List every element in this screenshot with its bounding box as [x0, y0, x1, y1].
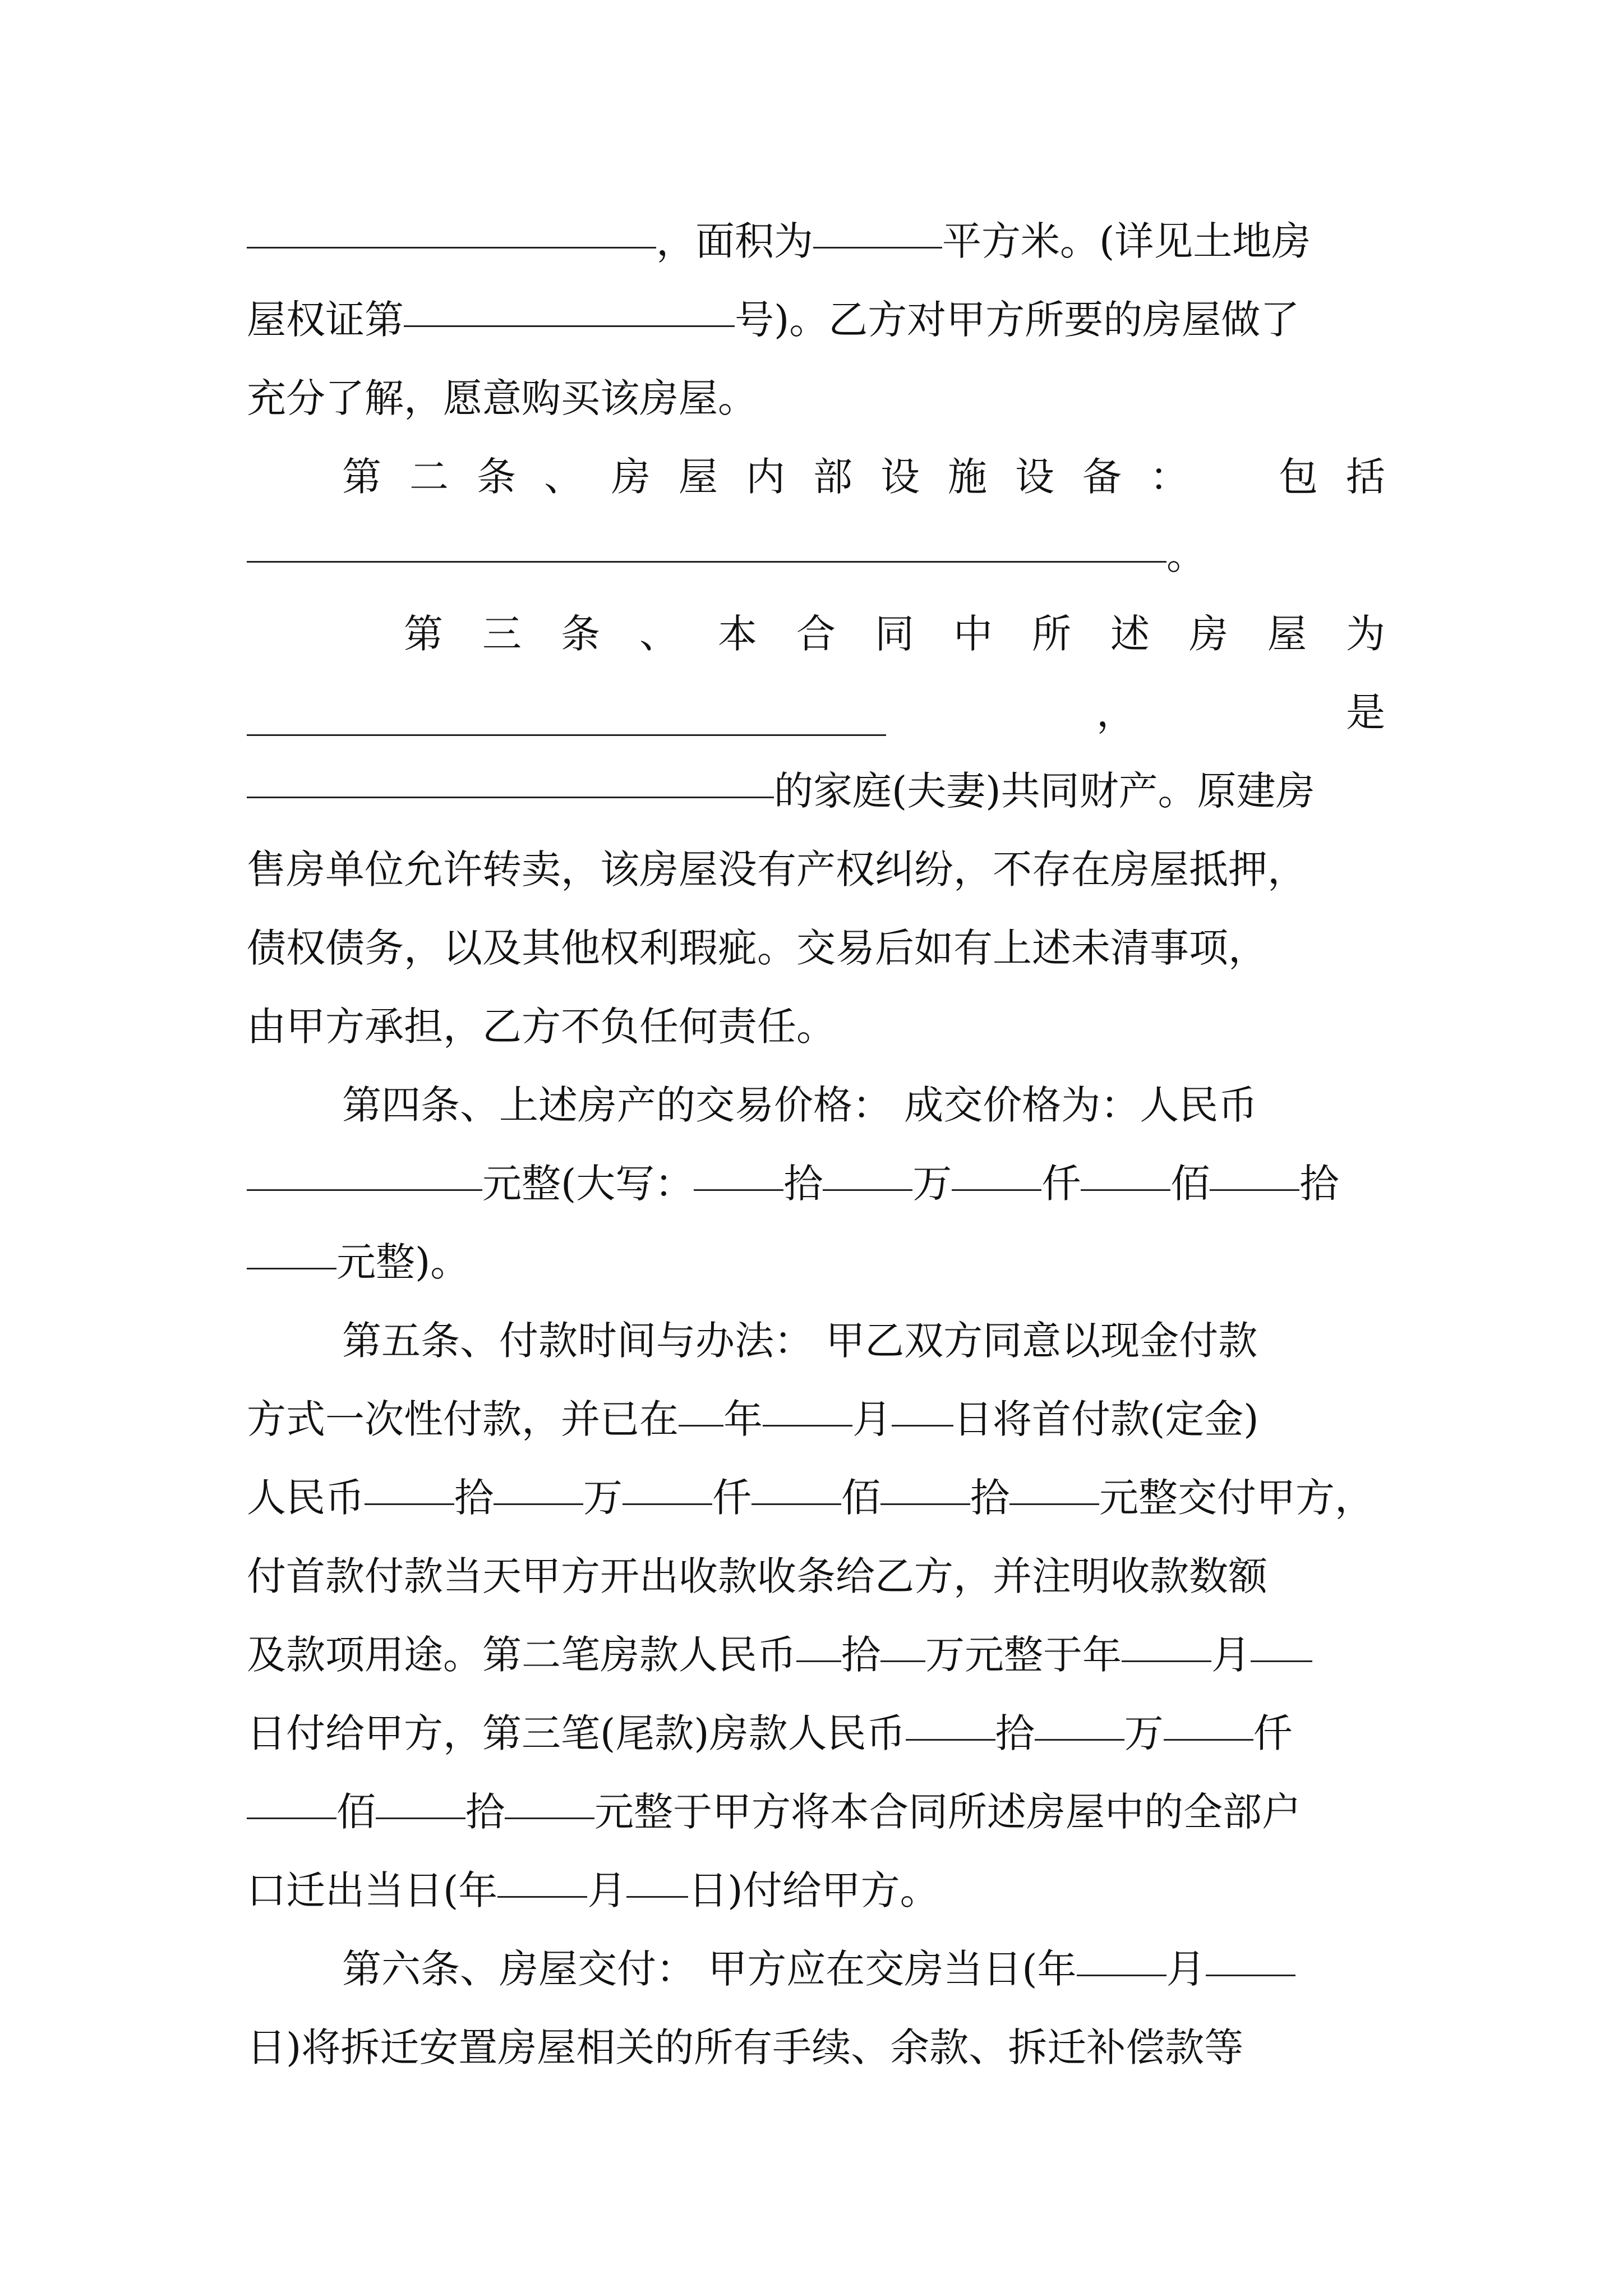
char: 设: [880, 454, 920, 500]
fill-blank[interactable]: [376, 1773, 465, 1819]
text-run: 拾: [970, 1475, 1009, 1521]
text-run: 月: [1166, 1946, 1206, 1992]
paragraph-line: [247, 1694, 1385, 1773]
text-run: 债权债务，以及其他权利瑕疵。交易后如有上述未清事项，: [247, 925, 1267, 971]
text-run: 拾: [841, 1632, 880, 1678]
char: 合: [796, 611, 836, 657]
text-run: 日将首付款(定金): [953, 1396, 1259, 1442]
text-run: 日付给甲方，第三笔(尾款)房款人民币: [247, 1710, 906, 1756]
paragraph-line: [247, 359, 1385, 438]
paragraph-line: [247, 752, 1385, 830]
text-run: 年: [723, 1396, 763, 1442]
fill-blank[interactable]: [1122, 1616, 1211, 1662]
text-run: 万: [1124, 1710, 1164, 1756]
char: 房: [1189, 611, 1228, 657]
char: ，: [1096, 689, 1136, 735]
text-run: 的家庭(夫妻)共同财产。原建房: [774, 768, 1315, 814]
text-run: 第五条、付款时间与办法： 甲乙双方同意以现金付款: [342, 1318, 1258, 1364]
paragraph-line: [247, 280, 1385, 359]
char: 是: [1346, 689, 1385, 735]
fill-blank[interactable]: [1210, 1144, 1299, 1191]
fill-blank[interactable]: [247, 516, 1166, 563]
text-run: 仟: [1253, 1710, 1293, 1756]
text-run: 售房单位允许转卖，该房屋没有产权纠纷，不存在房屋抵押，: [247, 846, 1307, 892]
char: 中: [953, 611, 993, 657]
fill-blank[interactable]: [365, 1458, 454, 1505]
text-run: 拾: [454, 1475, 494, 1521]
fill-blank[interactable]: [813, 202, 942, 249]
paragraph-line: [247, 2008, 1385, 2087]
char: ：: [1150, 454, 1189, 500]
text-run: 。: [1166, 532, 1206, 578]
text-run: 月: [852, 1396, 892, 1442]
fill-blank[interactable]: [906, 1694, 995, 1741]
text-run: 元整(大写：: [482, 1161, 694, 1207]
fill-blank[interactable]: [880, 1616, 925, 1662]
char: 条: [561, 611, 600, 657]
text-run: 付首款付款当天甲方开出收款收条给乙方，并注明收款数额: [247, 1553, 1267, 1599]
fill-blank[interactable]: [880, 1458, 970, 1505]
article-5-line: [342, 1301, 1385, 1380]
paragraph-line: [247, 202, 1385, 280]
text-run: 月: [1211, 1632, 1251, 1678]
fill-blank[interactable]: [247, 752, 774, 798]
article-6-line: [342, 1930, 1385, 2008]
char: 本: [718, 611, 757, 657]
text-run: 日)付给甲方。: [688, 1867, 939, 1913]
text-run: 平方米。(详见土地房: [942, 218, 1311, 264]
char: 二: [409, 454, 449, 500]
text-run: 元整)。: [336, 1239, 470, 1285]
text-run: 日)将拆迁安置房屋相关的所有手续、余款、拆迁补偿款等: [247, 2024, 1244, 2070]
text-run: 口迁出当日(年: [247, 1867, 498, 1913]
text-run: 佰: [1170, 1161, 1210, 1207]
char: 所: [1032, 611, 1071, 657]
fill-blank[interactable]: [404, 280, 735, 327]
text-run: 拾: [465, 1789, 505, 1835]
paragraph-line: [247, 1223, 1385, 1301]
fill-blank[interactable]: [952, 1144, 1041, 1191]
article-2-heading: [342, 438, 1385, 516]
fill-blank[interactable]: [497, 1851, 587, 1898]
text-run: 万: [583, 1475, 623, 1521]
text-run: 拾: [995, 1710, 1035, 1756]
text-run: 元整交付甲方，: [1099, 1475, 1374, 1521]
paragraph-line: [247, 830, 1385, 909]
fill-blank[interactable]: [1251, 1616, 1312, 1662]
char: 屋: [1267, 611, 1307, 657]
text-run: 充分了解，愿意购买该房屋。: [247, 375, 757, 421]
text-run: 万元整于年: [925, 1632, 1122, 1678]
char: 三: [482, 611, 522, 657]
text-run: 佰: [841, 1475, 880, 1521]
text-run: 月: [587, 1867, 627, 1913]
paragraph-line: [247, 1458, 1385, 1537]
paragraph-line: [247, 673, 1385, 752]
fill-blank[interactable]: [694, 1144, 783, 1191]
fill-blank[interactable]: [823, 1144, 912, 1191]
fill-blank[interactable]: [247, 1223, 336, 1269]
fill-blank[interactable]: [247, 202, 656, 249]
text-run: 由甲方承担，乙方不负任何责任。: [247, 1004, 836, 1050]
char: 包: [1279, 454, 1318, 500]
fill-blank[interactable]: [494, 1458, 583, 1505]
text-run: 仟: [712, 1475, 751, 1521]
text-run: 佰: [336, 1789, 376, 1835]
text-run: 第六条、房屋交付： 甲方应在交房当日(年: [342, 1946, 1077, 1992]
fill-blank[interactable]: [1206, 1930, 1295, 1976]
char: 同: [875, 611, 914, 657]
fill-blank[interactable]: [751, 1458, 841, 1505]
text-run: ，面积为: [656, 218, 813, 264]
char: 房: [611, 454, 651, 500]
paragraph-line: [247, 987, 1385, 1066]
char: 备: [1082, 454, 1122, 500]
paragraph-line: [247, 1616, 1385, 1694]
fill-blank[interactable]: [1009, 1458, 1099, 1505]
fill-blank[interactable]: [623, 1458, 712, 1505]
char: 施: [948, 454, 987, 500]
article-4-line: [342, 1066, 1385, 1144]
char: 部: [813, 454, 852, 500]
text-run: 方式一次性付款，并已在: [247, 1396, 679, 1442]
fill-blank[interactable]: [1081, 1144, 1170, 1191]
fill-blank[interactable]: [247, 689, 886, 736]
text-run: 仟: [1041, 1161, 1081, 1207]
paragraph-line: [247, 1380, 1385, 1458]
fill-blank[interactable]: [505, 1773, 594, 1819]
text-run: 人民币: [247, 1475, 365, 1521]
char: 屋: [679, 454, 718, 500]
fill-blank[interactable]: [1077, 1930, 1166, 1976]
fill-blank[interactable]: [796, 1616, 841, 1662]
char: 括: [1346, 454, 1385, 500]
char: 、: [639, 611, 679, 657]
char: 第: [404, 611, 443, 657]
fill-blank[interactable]: [1035, 1694, 1124, 1741]
text-run: 及款项用途。第二笔房款人民币: [247, 1632, 796, 1678]
fill-blank[interactable]: [892, 1380, 953, 1427]
char: 条: [477, 454, 516, 500]
fill-blank[interactable]: [763, 1380, 852, 1427]
char: 为: [1346, 611, 1385, 657]
text-run: 拾: [783, 1161, 823, 1207]
text-run: 元整于甲方将本合同所述房屋中的全部户: [594, 1789, 1301, 1835]
fill-blank[interactable]: [679, 1380, 723, 1427]
text-run: 第四条、上述房产的交易价格： 成交价格为：人民币: [342, 1082, 1258, 1128]
char: 内: [746, 454, 785, 500]
char: 、: [544, 454, 583, 500]
fill-blank[interactable]: [247, 1773, 336, 1819]
text-run: 拾: [1299, 1161, 1339, 1207]
paragraph-line: [247, 516, 1385, 595]
paragraph-line: [247, 1537, 1385, 1616]
paragraph-line: [247, 1851, 1385, 1930]
char: 设: [1015, 454, 1054, 500]
text-run: 屋权证第: [247, 297, 404, 343]
fill-blank[interactable]: [626, 1851, 688, 1898]
paragraph-line: [247, 909, 1385, 987]
char: 第: [342, 454, 381, 500]
fill-blank[interactable]: [1164, 1694, 1253, 1741]
paragraph-line: [247, 1144, 1385, 1223]
char: 述: [1110, 611, 1150, 657]
text-run: 万: [912, 1161, 952, 1207]
article-3-heading: [404, 595, 1385, 673]
text-run: 号)。乙方对甲方所要的房屋做了: [735, 297, 1300, 343]
fill-blank[interactable]: [247, 1144, 482, 1191]
paragraph-line: [247, 1773, 1385, 1851]
